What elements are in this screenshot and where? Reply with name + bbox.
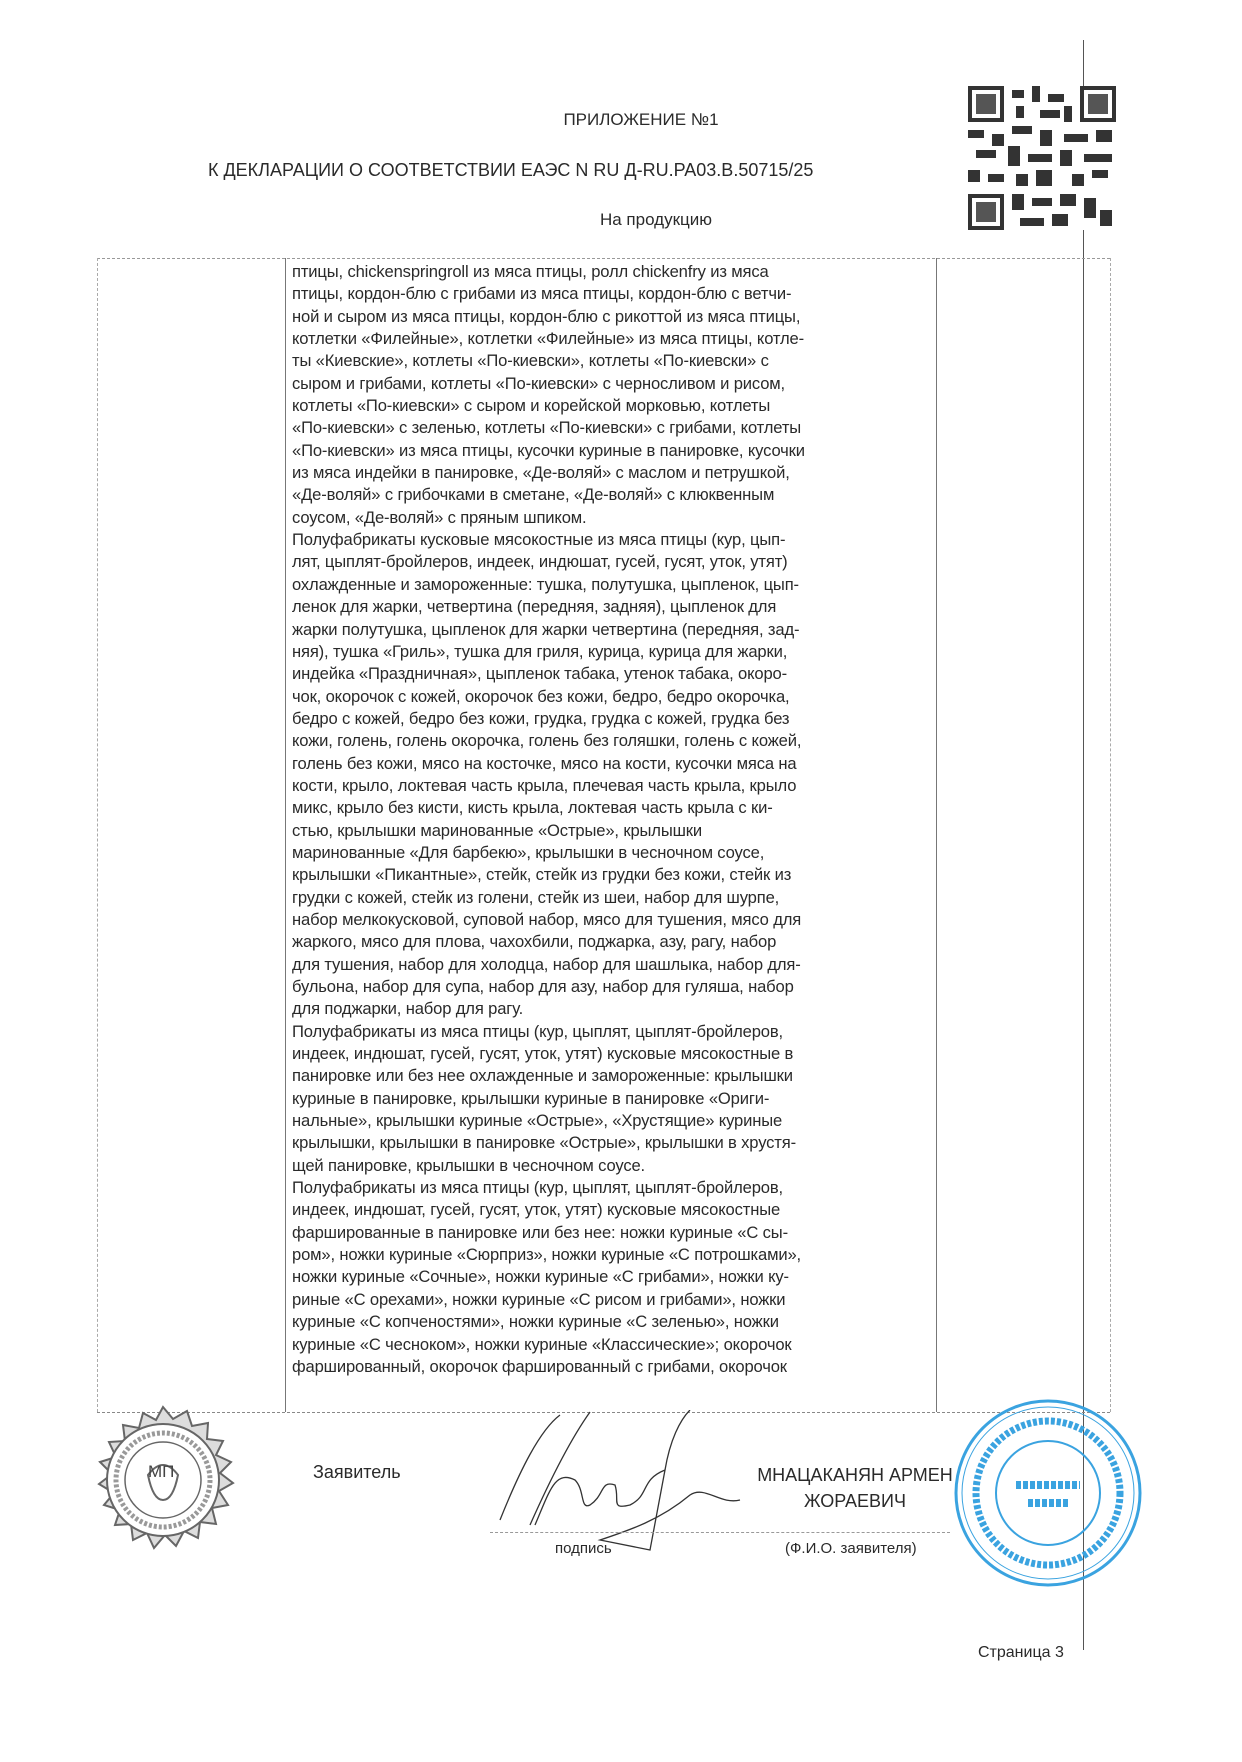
text-line: сыром и грибами, котлеты «По-киевски» с черносливом и рисом, [292,373,786,393]
qr-code [968,86,1116,230]
text-line: маринованные «Для барбекю», крылышки в чесночном соусе, [292,842,765,862]
text-line: Полуфабрикаты кусковые мясокостные из мяса птицы (кур, цып- [292,530,786,550]
text-line: крылышки «Пикантные», стейк, стейк из грудки без кожи, стейк из [292,865,792,885]
text-line: няя), тушка «Гриль», тушка для гриля, курица, курица для жарки, [292,641,788,661]
product-list-text [292,261,932,1378]
text-line: лят, цыплят-бройлеров, индеек, индюшат, гусей, гусят, уток, утят) [292,552,788,572]
text-line: индейка «Праздничная», цыпленок табака, утенок табака, окоро- [292,664,787,684]
signature-caption: подпись [555,1540,612,1557]
text-line: куриные в панировке, крылышки куриные в панировке «Ориги- [292,1088,770,1108]
text-line: ножки куриные «Сочные», ножки куриные «С грибами», ножки ку- [292,1267,789,1287]
text-line: «По-киевски» из мяса птицы, кусочки куриные в панировке, кусочки [292,440,805,460]
applicant-name-line2: ЖОРАЕВИЧ [804,1491,906,1511]
text-line: ной и сыром из мяса птицы, кордон-блю с рикоттой из мяса птицы, [292,306,801,326]
text-line: ром», ножки куриные «Сюрприз», ножки куриные «С потрошками», [292,1245,802,1265]
applicant-name-line1: МНАЦАКАНЯН АРМЕН [757,1465,953,1485]
fio-caption: (Ф.И.О. заявителя) [785,1540,917,1557]
text-line: жаркого, мясо для плова, чахохбили, поджарка, азу, рагу, набор [292,932,777,952]
page-number: Страница 3 [978,1644,1064,1661]
text-line: чок, окорочок с кожей, окорочок без кожи, бедро, бедро окорочка, [292,686,790,706]
text-line: охлажденные и замороженные: тушка, полутушка, цыпленок, цып- [292,574,799,594]
company-seal-right [948,1393,1148,1593]
text-line: котлеты «По-киевски» с сыром и корейской морковью, котлеты [292,396,771,416]
mp-label: МП [148,1462,175,1481]
text-line: из мяса индейки в панировке, «Де-воляй» с маслом и петрушкой, [292,463,790,483]
text-line: котлетки «Филейные», котлетки «Филейные» из мяса птицы, котле- [292,329,805,349]
text-line: Полуфабрикаты из мяса птицы (кур, цыплят, цыплят-бройлеров, [292,1021,783,1041]
text-line: ленок для жарки, четвертина (передняя, задняя), цыпленок для [292,597,777,617]
appendix-title: ПРИЛОЖЕНИЕ №1 [563,110,719,129]
text-line: бедро с кожей, бедро без кожи, грудка, грудка с кожей, грудка без [292,708,790,728]
product-label: На продукцию [599,210,713,229]
text-line: индеек, индюшат, гусей, гусят, уток, утят) кусковые мясокостные [292,1200,781,1220]
table-column-divider [285,258,286,1412]
table-top-border [97,258,1110,259]
text-line: соусом, «Де-воляй» с пряным шпиком. [292,507,587,527]
text-line: для тушения, набор для холодца, набор для шашлыка, набор для- [292,954,801,974]
text-line: набор мелкокусковой, суповой набор, мясо для тушения, мясо для [292,909,802,929]
signature-line [490,1532,950,1533]
text-line: риные «С орехами», ножки куриные «С рисом и грибами», ножки [292,1289,786,1309]
text-line: для поджарки, набор для рагу. [292,999,524,1019]
text-line: голень без кожи, мясо на косточке, мясо на кости, кусочки мяса на [292,753,797,773]
applicant-name [730,1462,980,1514]
text-line: куриные «С копченостями», ножки куриные «С зеленью», ножки [292,1312,779,1332]
text-line: кожи, голень, голень окорочка, голень без голяшки, голень с кожей, [292,731,802,751]
text-line: Полуфабрикаты из мяса птицы (кур, цыплят, цыплят-бройлеров, [292,1178,783,1198]
text-line: щей панировке, крылышки в чесночном соусе. [292,1155,646,1175]
text-line: жарки полутушка, цыпленок для жарки четвертина (передняя, зад- [292,619,800,639]
text-line: крылышки, крылышки в панировке «Острые», крылышки в хрустя- [292,1133,796,1153]
text-line: «Де-воляй» с грибочками в сметане, «Де-воляй» с клюквенным [292,485,775,505]
table-column-divider [936,258,937,1412]
text-line: «По-киевски» с зеленью, котлеты «По-киевски» с грибами, котлеты [292,418,802,438]
table-right-border [1110,258,1111,1412]
table-left-border [97,258,98,1412]
text-line: птицы, chickenspringroll из мяса птицы, ролл chickenfry из мяса [292,262,769,281]
text-line: индеек, индюшат, гусей, гусят, уток, утят) кусковые мясокостные в [292,1044,794,1064]
text-line: нальные», крылышки куриные «Острые», «Хрустящие» куриные [292,1111,783,1131]
text-line: фаршированные в панировке или без нее: ножки куриные «С сы- [292,1222,788,1242]
text-line: кости, крыло, локтевая часть крыла, плечевая часть крыла, крыло [292,775,797,795]
declaration-title: К ДЕКЛАРАЦИИ О СООТВЕТСТВИИ ЕАЭС N RU Д-RU.PA03.B.50715/25 [208,160,814,180]
text-line: ты «Киевские», котлеты «По-киевски», котлеты «По-киевски» с [292,351,769,371]
text-line: куриные «С чесноком», ножки куриные «Классические»; окорочок [292,1334,792,1354]
text-line: птицы, кордон-блю с грибами из мяса птицы, кордон-блю с ветчи- [292,284,792,304]
text-line: микс, крыло без кисти, кисть крыла, локтевая часть крыла с ки- [292,798,773,818]
text-line: стью, крылышки маринованные «Острые», крылышки [292,820,702,840]
applicant-label: Заявитель [313,1462,401,1482]
text-line: бульона, набор для супа, набор для азу, набор для гуляша, набор [292,977,794,996]
text-line: панировке или без нее охлажденные и замороженные: крылышки [292,1066,793,1086]
text-line: фаршированный, окорочок фаршированный с грибами, окорочок [292,1356,787,1376]
text-line: грудки с кожей, стейк из голени, стейк из шеи, набор для шурпе, [292,887,780,907]
